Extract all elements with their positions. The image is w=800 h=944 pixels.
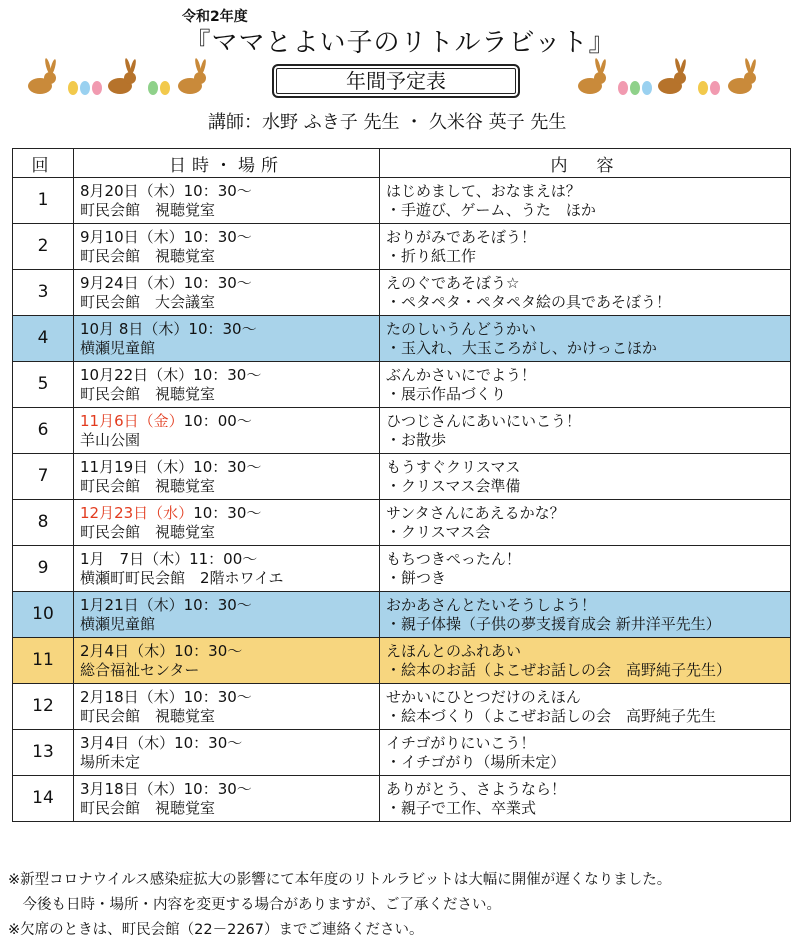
session-title: はじめまして、おなまえは？ (386, 181, 581, 200)
datetime-place-cell (74, 224, 380, 270)
session-datetime: 2月18日（木）10：30～ (80, 687, 252, 706)
session-title: えほんとのふれあい (386, 641, 522, 660)
rabbit-egg-decoration-left (18, 56, 228, 100)
schedule-subtitle: 年間予定表 (272, 64, 520, 98)
session-detail: ・展示作品づくり (386, 384, 507, 403)
easter-egg-icon (68, 81, 102, 95)
session-detail: ・絵本づくり（よこぜお話しの会 高野純子先生 (386, 706, 717, 725)
session-title: せかいにひとつだけのえほん (386, 687, 581, 706)
rabbit-icon (658, 58, 687, 94)
session-place: 町民会館 視聴覚室 (80, 476, 216, 495)
content-cell (380, 408, 791, 454)
content-cell (380, 454, 791, 500)
content-cell (380, 316, 791, 362)
session-detail: ・絵本のお話（よこぜお話しの会 高野純子先生） (386, 660, 732, 679)
session-place: 町民会館 大会議室 (80, 292, 216, 311)
note-line: 今後も日時・場所・内容を変更する場合がありますが、ご了承ください。 (8, 897, 501, 913)
session-datetime: 1月 7日（木）11：00～ (80, 549, 258, 568)
rabbit-icon (578, 58, 607, 94)
datetime-place-cell (74, 454, 380, 500)
datetime-place-cell (74, 684, 380, 730)
datetime-place-cell (74, 362, 380, 408)
datetime-place-cell (74, 592, 380, 638)
session-place: 町民会館 視聴覚室 (80, 246, 216, 265)
datetime-place-cell (74, 316, 380, 362)
session-place: 町民会館 視聴覚室 (80, 522, 216, 541)
table-row (13, 776, 791, 822)
notes (8, 868, 671, 943)
datetime-place-cell (74, 408, 380, 454)
rabbit-icon (28, 58, 57, 94)
datetime-place-cell (74, 776, 380, 822)
session-number: 3 (13, 270, 74, 316)
datetime-place-cell (74, 500, 380, 546)
table-row (13, 408, 791, 454)
session-time: 10：30～ (193, 503, 262, 522)
session-title: サンタさんにあえるかな？ (386, 503, 565, 522)
session-number: 8 (13, 500, 74, 546)
session-title: もちつきぺったん！ (386, 549, 521, 568)
session-detail: ・イチゴがり（場所未定） (386, 752, 566, 771)
table-row (13, 684, 791, 730)
rabbit-icon (728, 58, 757, 94)
session-number: 12 (13, 684, 74, 730)
easter-egg-icon (148, 81, 170, 95)
session-place: 場所未定 (80, 752, 141, 771)
session-datetime (80, 412, 373, 431)
session-datetime: 9月10日（木）10：30～ (80, 227, 252, 246)
rabbit-icon (178, 58, 207, 94)
session-date-highlighted: 12月23日（水） (80, 503, 194, 522)
datetime-place-cell (74, 730, 380, 776)
session-place: 町民会館 視聴覚室 (80, 384, 216, 403)
session-detail: ・親子で工作、卒業式 (386, 798, 537, 817)
session-number: 6 (13, 408, 74, 454)
content-cell (380, 270, 791, 316)
easter-egg-icon (618, 81, 652, 95)
datetime-place-cell (74, 546, 380, 592)
table-row (13, 546, 791, 592)
table-header-row (13, 149, 791, 178)
rabbit-icon (108, 58, 137, 94)
session-datetime (80, 504, 373, 523)
session-detail: ・玉入れ、大玉ころがし、かけっこほか (386, 338, 657, 357)
content-cell (380, 546, 791, 592)
datetime-place-cell (74, 638, 380, 684)
session-datetime: 10月 8日（木）10：30～ (80, 319, 257, 338)
table-row (13, 592, 791, 638)
session-number: 11 (13, 638, 74, 684)
session-detail: ・クリスマス会準備 (386, 476, 521, 495)
session-number: 4 (13, 316, 74, 362)
content-cell (380, 362, 791, 408)
column-header-content: 内 容 (380, 149, 791, 178)
table-row (13, 178, 791, 224)
content-cell (380, 730, 791, 776)
session-number: 13 (13, 730, 74, 776)
content-cell (380, 178, 791, 224)
session-datetime: 11月19日（木）10：30～ (80, 457, 262, 476)
fiscal-year-label: 令和2年度 (182, 9, 248, 25)
session-time: 10：00～ (183, 411, 252, 430)
session-number: 5 (13, 362, 74, 408)
session-detail: ・クリスマス会 (386, 522, 491, 541)
session-title: おかあさんとたいそうしよう！ (386, 595, 597, 614)
session-datetime: 2月4日（木）10：30～ (80, 641, 243, 660)
session-title: おりがみであそぼう！ (386, 227, 537, 246)
content-cell (380, 776, 791, 822)
session-place: 羊山公園 (80, 430, 141, 449)
table-row (13, 500, 791, 546)
session-place: 横瀬児童館 (80, 338, 156, 357)
session-number: 7 (13, 454, 74, 500)
page-title: 『ママとよい子のリトルラビット』 (184, 28, 616, 58)
session-place: 町民会館 視聴覚室 (80, 200, 216, 219)
content-cell (380, 500, 791, 546)
note-line: ※欠席のときは、町民会館（22－2267）までご連絡ください。 (8, 922, 424, 938)
column-header-datetime-place: 日時・場所 (74, 149, 380, 178)
table-row (13, 316, 791, 362)
session-place: 町民会館 視聴覚室 (80, 706, 216, 725)
session-datetime: 9月24日（木）10：30～ (80, 273, 252, 292)
easter-egg-icon (698, 81, 720, 95)
session-place: 総合福祉センター (80, 660, 200, 679)
content-cell (380, 592, 791, 638)
session-detail: ・餅つき (386, 568, 447, 587)
datetime-place-cell (74, 178, 380, 224)
session-number: 2 (13, 224, 74, 270)
schedule-table (12, 148, 791, 822)
session-datetime: 3月18日（木）10：30～ (80, 779, 252, 798)
session-title: ひつじさんにあいにいこう！ (386, 411, 582, 430)
session-detail: ・お散歩 (386, 430, 447, 449)
instructors-line: 講師：水野 ふき子 先生 ・ 久米谷 英子 先生 (208, 112, 567, 133)
session-title: もうすぐクリスマス (386, 457, 521, 476)
session-datetime: 10月22日（木）10：30～ (80, 365, 262, 384)
session-detail: ・手遊び、ゲーム、うた ほか (386, 200, 596, 219)
session-detail: ・折り紙工作 (386, 246, 477, 265)
note-line: ※新型コロナウイルス感染症拡大の影響にて本年度のリトルラビットは大幅に開催が遅くなりました。 (8, 872, 672, 888)
session-number: 10 (13, 592, 74, 638)
datetime-place-cell (74, 270, 380, 316)
session-title: ありがとう、さようなら！ (386, 779, 567, 798)
session-datetime: 8月20日（木）10：30～ (80, 181, 252, 200)
table-row (13, 224, 791, 270)
rabbit-egg-decoration-right (568, 56, 778, 100)
session-place: 横瀬児童館 (80, 614, 156, 633)
session-date-highlighted: 11月6日（金） (80, 411, 184, 430)
session-number: 1 (13, 178, 74, 224)
session-datetime: 1月21日（木）10：30～ (80, 595, 252, 614)
content-cell (380, 224, 791, 270)
session-number: 9 (13, 546, 74, 592)
table-row (13, 730, 791, 776)
session-title: えのぐであそぼう☆ (386, 273, 520, 292)
session-datetime: 3月4日（木）10：30～ (80, 733, 243, 752)
session-title: ぶんかさいにでよう！ (386, 365, 537, 384)
session-title: たのしいうんどうかい (386, 319, 537, 338)
table-row (13, 454, 791, 500)
session-detail: ・親子体操（子供の夢支援育成会 新井洋平先生） (386, 614, 721, 633)
session-place: 町民会館 視聴覚室 (80, 798, 216, 817)
session-number: 14 (13, 776, 74, 822)
table-row (13, 362, 791, 408)
session-detail: ・ペタペタ・ペタペタ絵の具であそぼう！ (386, 292, 672, 311)
content-cell (380, 684, 791, 730)
session-title: イチゴがりにいこう！ (386, 733, 536, 752)
content-cell (380, 638, 791, 684)
table-row (13, 638, 791, 684)
table-row (13, 270, 791, 316)
column-header-number: 回 (13, 149, 74, 178)
session-place: 横瀬町町民会館 2階ホワイエ (80, 568, 284, 587)
